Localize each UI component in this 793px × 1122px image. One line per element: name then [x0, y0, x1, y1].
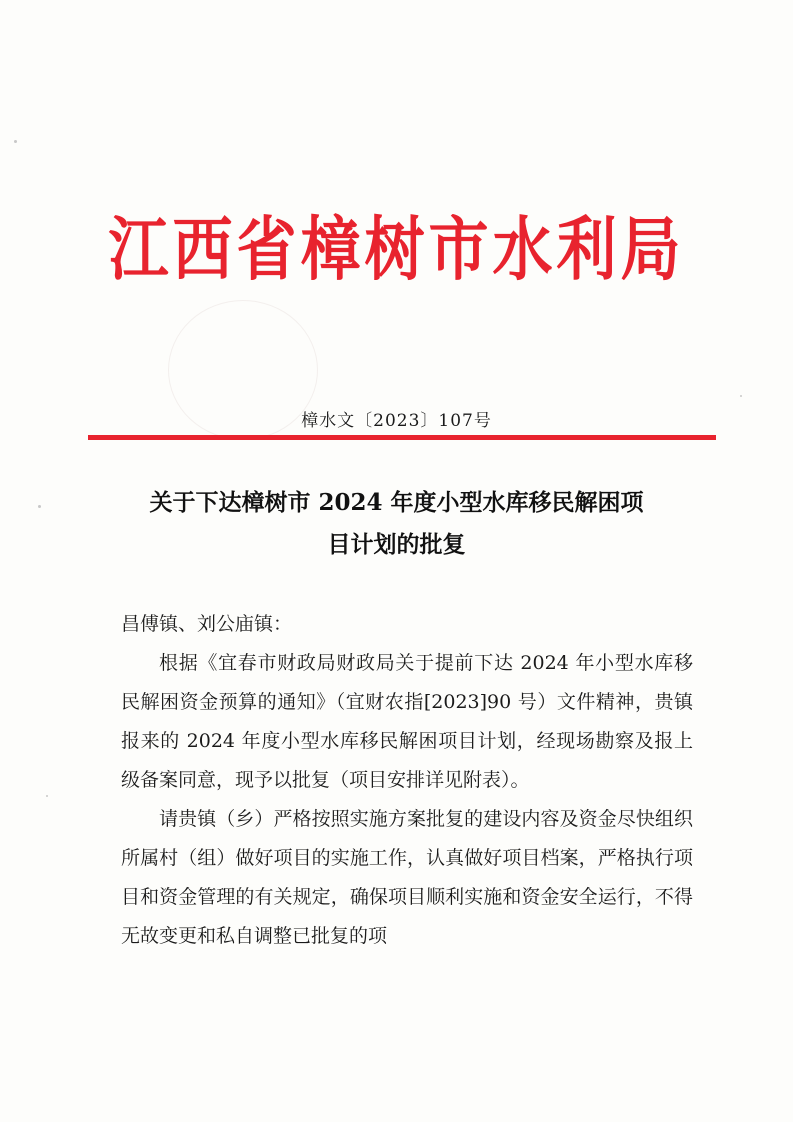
document-title-line-1: 关于下达樟树市 2024 年度小型水库移民解困项 — [149, 489, 644, 516]
document-title-line-2: 目计划的批复 — [327, 531, 466, 558]
body-paragraph: 根据《宜春市财政局财政局关于提前下达 2024 年小型水库移民解困资金预算的通知》（宜财农指[2023]90 号）文件精神，贵镇报来的 2024 年度小型水库移民解困项目计划，经现场勘察及报上级备案同意，现予以批复（项目安排详见附表）。 — [121, 652, 693, 791]
red-header-rule — [88, 435, 716, 440]
body-paragraph: 请贵镇（乡）严格按照实施方案批复的建设内容及资金尽快组织所属村（组）做好项目的实施工作，认真做好项目档案，严格执行项目和资金管理的有关规定，确保项目顺利实施和资金安全运行，不得无故变更和私自调整已批复的项 — [121, 808, 693, 947]
salutation: 昌傅镇、刘公庙镇： — [121, 613, 293, 635]
document-number: 樟水文〔2023〕107号 — [301, 411, 492, 431]
scan-speck — [14, 140, 17, 143]
document-body — [121, 605, 693, 956]
scan-speck — [38, 505, 41, 508]
scan-speck — [740, 395, 742, 397]
issuing-organization-title: 江西省樟树市水利局 — [108, 209, 685, 291]
scan-speck — [46, 795, 48, 797]
document-title — [100, 482, 693, 566]
